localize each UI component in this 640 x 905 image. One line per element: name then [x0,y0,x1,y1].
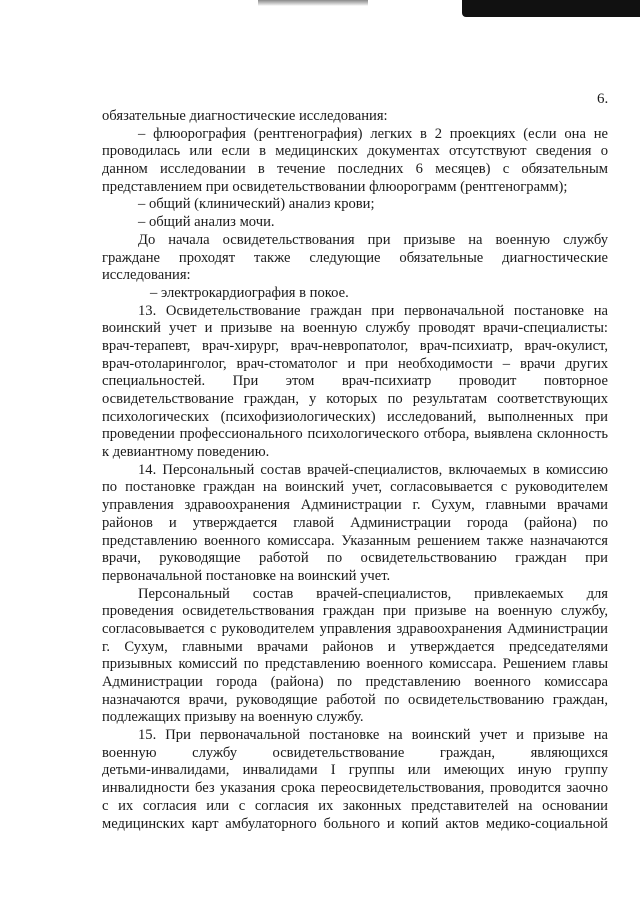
scan-artifact-corner [462,0,640,17]
text-line: врач-отоларинголог, врач-стоматолог и при необходимости – врачи других [102,355,608,372]
text-line: 14. Персональный состав врачей-специалистов, включаемых в комиссию [138,461,608,478]
text-line: граждане проходят также следующие обязательные диагностические [102,249,608,266]
text-line: воинский учет и призыве на военную службу проводят врачи-специалисты: [102,320,608,337]
text-line: проводилась или если в медицинских документах отсутствуют сведения о [102,143,608,160]
text-line: – электрокардиография в покое. [150,284,349,301]
text-line: призывных комиссий по представлению военного комиссара. Решением главы [102,656,608,673]
text-line: г. Сухум, главными врачами районов и утверждается председателями [102,638,608,655]
text-line: подлежащих призыву на военную службу. [102,709,364,726]
text-line: 15. При первоначальной постановке на воинский учет и призыве на [138,727,608,744]
text-line: с их согласия или с согласия их законных представителей на основании [102,797,608,814]
scan-artifact-top [258,0,368,6]
text-line: 13. Освидетельствование граждан при первоначальной постановке на [138,302,608,319]
text-line: исследования: [102,267,191,284]
text-line: по постановке граждан на воинский учет, согласовывается с руководителем [102,479,608,496]
text-line: врачи, руководящие работой по освидетельствованию граждан при [102,550,608,567]
text-line: детьми-инвалидами, инвалидами I группы или имеющих иную группу [102,762,608,779]
text-line: До начала освидетельствования при призыве на военную службу [138,231,608,248]
text-line: военную службу освидетельствование граждан, являющихся [102,744,608,761]
text-line: управления здравоохранения Администрации г. Сухум, главными врачами [102,497,608,514]
text-line: Администрации города (района) по представлению военного комиссара [102,674,608,690]
page-number: 6. [597,91,609,107]
text-line: согласовывается с руководителем управления здравоохранения Администрации [102,620,608,637]
text-line: к девиантному поведению. [102,444,270,461]
text-line: – флюорография (рентгенография) легких в 2 проекциях (если она не [138,125,608,142]
text-line: обязательные диагностические исследования: [102,108,388,124]
text-line: медицинских карт амбулаторного больного и копий актов медико-социальной [102,815,608,832]
text-line: назначаются врачи, руководящие работой по освидетельствованию граждан, [102,691,608,708]
text-line: специальностей. При этом врач-психиатр проводит повторное [102,373,608,390]
text-line: освидетельствование граждан, у которых по результатам соответствующих [102,391,608,407]
text-line: инвалидности без указания срока переосвидетельствования, проводится заочно [102,780,608,797]
text-line: представлению военного комиссара. Указанным решением также назначаются [102,532,608,549]
text-line: – общий анализ мочи. [138,214,275,231]
text-line: данном исследовании в течение последних 6 месяцев) с обязательным [102,161,608,178]
text-line: проведении профессионального психологического отбора, выявлена склонность [102,426,608,443]
text-line: психологических (психофизиологических) исследований, выполненных при [102,408,608,425]
text-line: первоначальной постановке на воинский учет. [102,567,391,584]
text-line: представлением при освидетельствовании флюорограмм (рентгенограмм); [102,178,568,195]
text-line: Персональный состав врачей-специалистов, привлекаемых для [138,585,608,602]
document-body [102,108,608,833]
text-line: проведения освидетельствования граждан при призыве на военную службу, [102,603,608,620]
text-line: районов и утверждается главой Администрации города (района) по [102,514,608,531]
text-line: – общий (клинический) анализ крови; [138,196,375,213]
text-line: врач-терапевт, врач-хирург, врач-невропатолог, врач-психиатр, врач-окулист, [102,337,608,354]
